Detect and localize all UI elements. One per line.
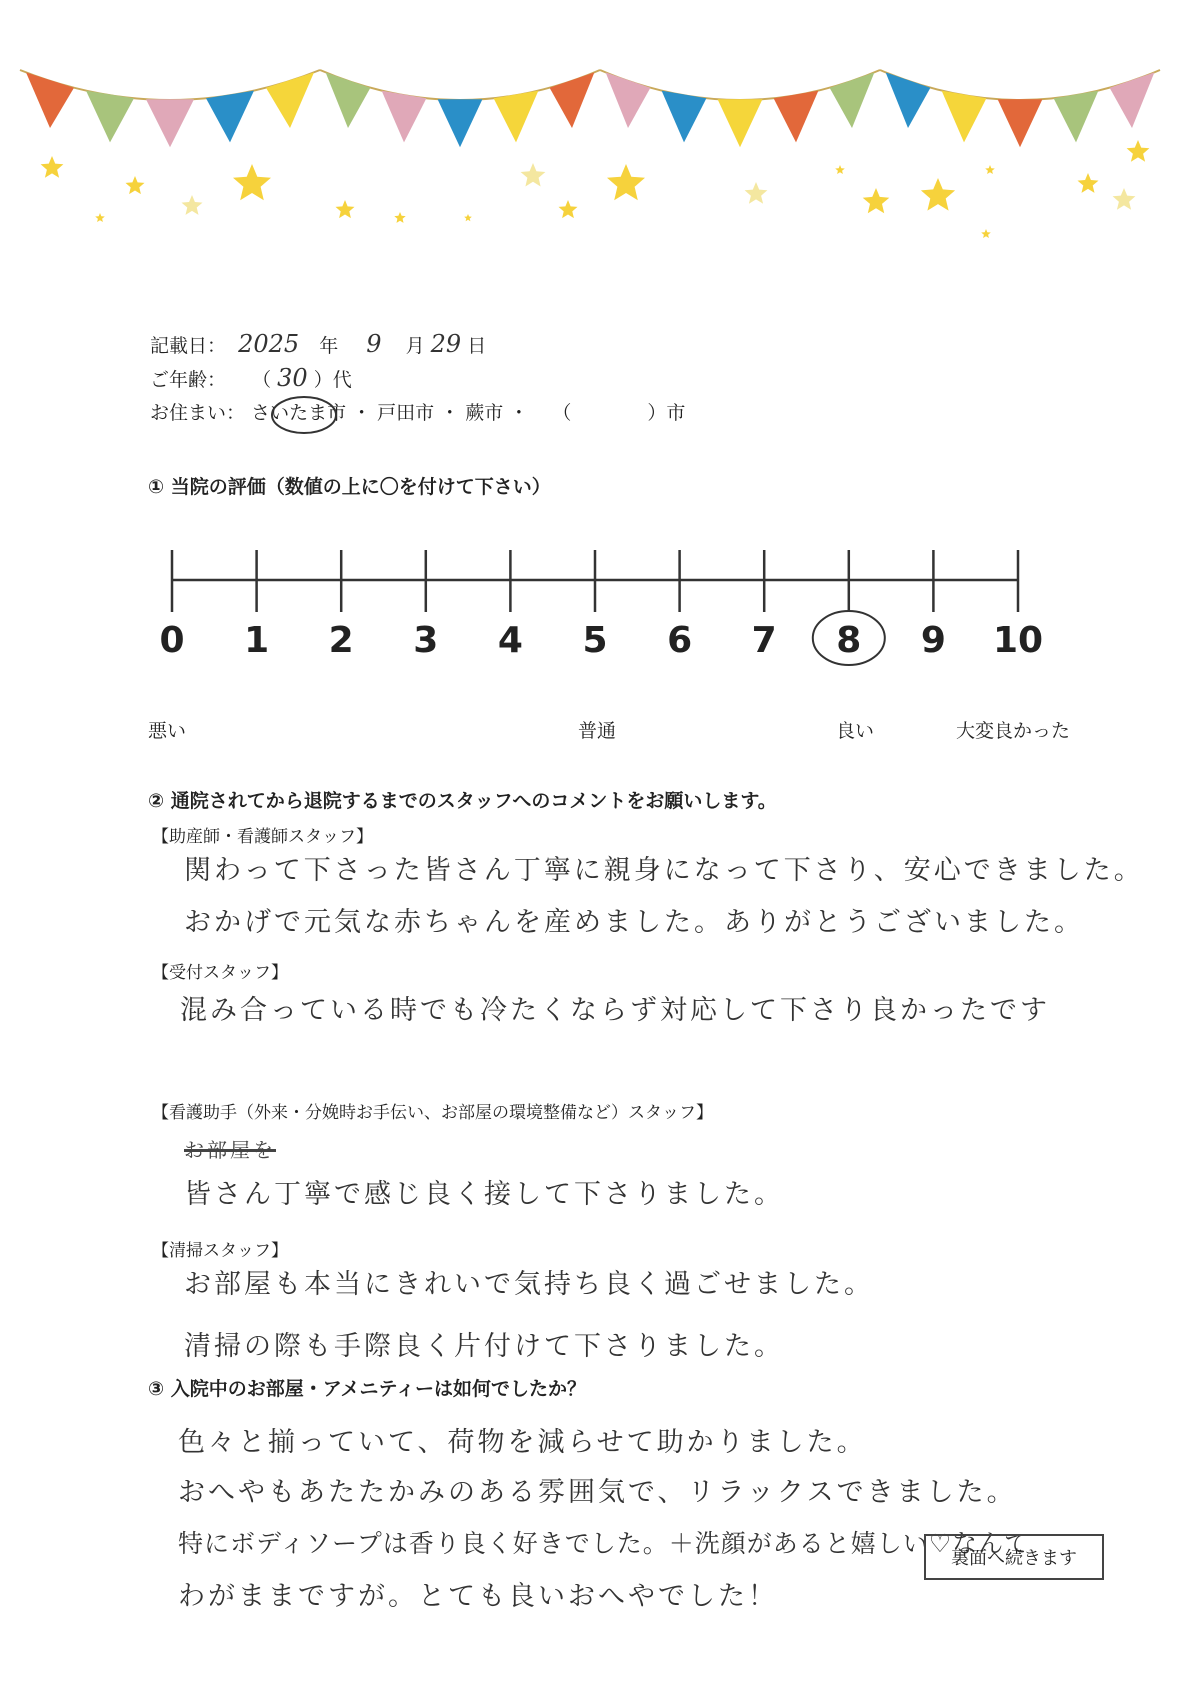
- amenity-comment-line-3: 特にボディソープは香り良く好きでした。＋洗顔があると嬉しい♡なんて: [178, 1529, 1031, 1558]
- scale-tick-label: 6: [667, 620, 693, 661]
- assistant-struck-text: お部屋を: [184, 1138, 276, 1162]
- selection-circle: [269, 394, 339, 436]
- scale-tick-label: 8: [836, 620, 862, 661]
- residence-row: [150, 398, 685, 425]
- scale-tick-label: 5: [582, 620, 608, 661]
- date-day-unit: 日: [467, 335, 487, 357]
- cleaning-label: 【清掃スタッフ】: [152, 1241, 288, 1261]
- section2-title: ② 通院されてから退院するまでのスタッフへのコメントをお願いします。: [148, 790, 777, 812]
- anchor-bad: 悪い: [148, 720, 187, 742]
- assistant-label: 【看護助手（外来・分娩時お手伝い、お部屋の環境整備など）スタッフ】: [152, 1103, 713, 1123]
- star-icon: [921, 178, 955, 211]
- amenity-comment-line-1: 色々と揃っていて、荷物を減らせて助かりました。: [178, 1427, 867, 1458]
- residence-option-warabi: 蕨市: [465, 402, 504, 424]
- residence-sep-3: ・: [509, 402, 535, 424]
- midwife-comment-line-2: おかげで元気な赤ちゃんを産めました。ありがとうございました。: [184, 907, 1084, 938]
- section1-title: ① 当院の評価（数値の上に〇を付けて下さい）: [148, 476, 551, 498]
- section3-title: ③ 入院中のお部屋・アメニティーは如何でしたか？: [148, 1378, 587, 1400]
- star-icon: [95, 213, 105, 222]
- star-icon: [394, 212, 405, 223]
- date-day: 29: [430, 330, 462, 358]
- star-icon: [41, 156, 64, 178]
- star-icon: [1127, 140, 1150, 162]
- bunting-flag: [382, 91, 427, 143]
- scale-tick-label: 7: [751, 620, 777, 661]
- bunting-flag: [146, 99, 194, 147]
- scale-tick-label: 9: [920, 620, 946, 661]
- bunting-flag: [886, 72, 931, 128]
- rating-scale: [140, 540, 1060, 680]
- continue-on-back-box: 裏面へ続きます: [924, 1534, 1104, 1580]
- star-icon: [1078, 173, 1099, 193]
- assistant-comment-line-1: 皆さん丁寧で感じ良く接して下さりました。: [184, 1179, 784, 1210]
- bunting-flag: [26, 72, 74, 128]
- date-label: 記載日：: [150, 335, 227, 357]
- date-month-unit: 月: [405, 335, 425, 357]
- bunting-flag: [830, 72, 875, 128]
- star-icon: [233, 164, 271, 200]
- star-icon: [126, 176, 145, 194]
- bunting-flag: [86, 91, 134, 143]
- star-icon: [607, 164, 645, 200]
- reception-comment-line-1: 混み合っている時でも冷たくならず対応して下さり良かったです: [180, 995, 1050, 1026]
- star-icon: [464, 214, 472, 221]
- bunting-flag: [206, 91, 254, 143]
- star-icon: [985, 165, 995, 174]
- reception-label: 【受付スタッフ】: [152, 963, 288, 983]
- date-year-unit: 年: [319, 335, 339, 357]
- bunting-flag: [266, 72, 314, 128]
- residence-label: お住まい：: [150, 402, 246, 424]
- bunting-flag: [550, 72, 595, 128]
- star-icon: [521, 163, 546, 187]
- bunting-flag: [494, 91, 539, 143]
- residence-sep-1: ・: [352, 402, 378, 424]
- bunting-flag: [1054, 91, 1099, 143]
- star-icon: [863, 188, 890, 213]
- anchor-good: 良い: [836, 720, 875, 742]
- age-value: 30: [277, 364, 308, 392]
- cleaning-comment-line-1: お部屋も本当にきれいで気持ち良く過ごせました。: [184, 1269, 874, 1300]
- bunting-banner: [0, 0, 1190, 260]
- age-row: [150, 364, 352, 392]
- bunting-flag: [438, 99, 483, 147]
- star-icon: [1113, 188, 1136, 210]
- scale-tick-label: 4: [497, 620, 523, 661]
- bunting-flag: [326, 72, 371, 128]
- scale-tick-label: 1: [244, 620, 270, 661]
- bunting-flag: [718, 99, 763, 147]
- amenity-comment-line-2: おへやもあたたかみのある雰囲気で、リラックスできました。: [178, 1477, 1017, 1508]
- star-icon: [981, 229, 991, 238]
- star-icon: [835, 165, 845, 174]
- anchor-very-good: 大変良かった: [956, 720, 1071, 742]
- scale-tick-label: 10: [992, 620, 1044, 661]
- amenity-comment-line-4: わがままですが。とても良いおへやでした！: [178, 1581, 778, 1612]
- age-open: （: [252, 369, 272, 391]
- star-decorations: [41, 140, 1150, 238]
- date-row: [150, 330, 486, 358]
- scale-tick-labels: [159, 620, 1043, 661]
- residence-sep-2: ・: [440, 402, 466, 424]
- scale-tick-label: 3: [413, 620, 439, 661]
- star-icon: [182, 195, 203, 215]
- residence-option-toda: 戸田市: [377, 402, 435, 424]
- bunting-flag: [774, 91, 819, 143]
- bunting-flag: [942, 91, 987, 143]
- age-label: ご年齢：: [150, 369, 227, 391]
- midwife-label: 【助産師・看護師スタッフ】: [152, 827, 373, 847]
- midwife-comment-line-1: 関わって下さった皆さん丁寧に親身になって下さり、安心できました。: [184, 855, 1144, 886]
- anchor-normal: 普通: [578, 720, 617, 742]
- residence-option-other: （ ）市: [552, 402, 686, 424]
- bunting-flag: [662, 91, 707, 143]
- bunting-flags: [20, 70, 1160, 147]
- scale-tick-label: 2: [328, 620, 354, 661]
- date-month: 9: [366, 330, 382, 358]
- star-icon: [336, 200, 355, 218]
- star-icon: [745, 182, 768, 204]
- bunting-flag: [998, 99, 1043, 147]
- bunting-flag: [606, 72, 651, 128]
- residence-option-saitama: さいたま市: [251, 402, 346, 424]
- date-year: 2025: [238, 330, 300, 358]
- bunting-flag: [1110, 72, 1155, 128]
- star-icon: [559, 200, 578, 218]
- age-close: ）代: [313, 369, 352, 391]
- cleaning-comment-line-2: 清掃の際も手際良く片付けて下さりました。: [184, 1331, 784, 1362]
- scale-tick-label: 0: [159, 620, 185, 661]
